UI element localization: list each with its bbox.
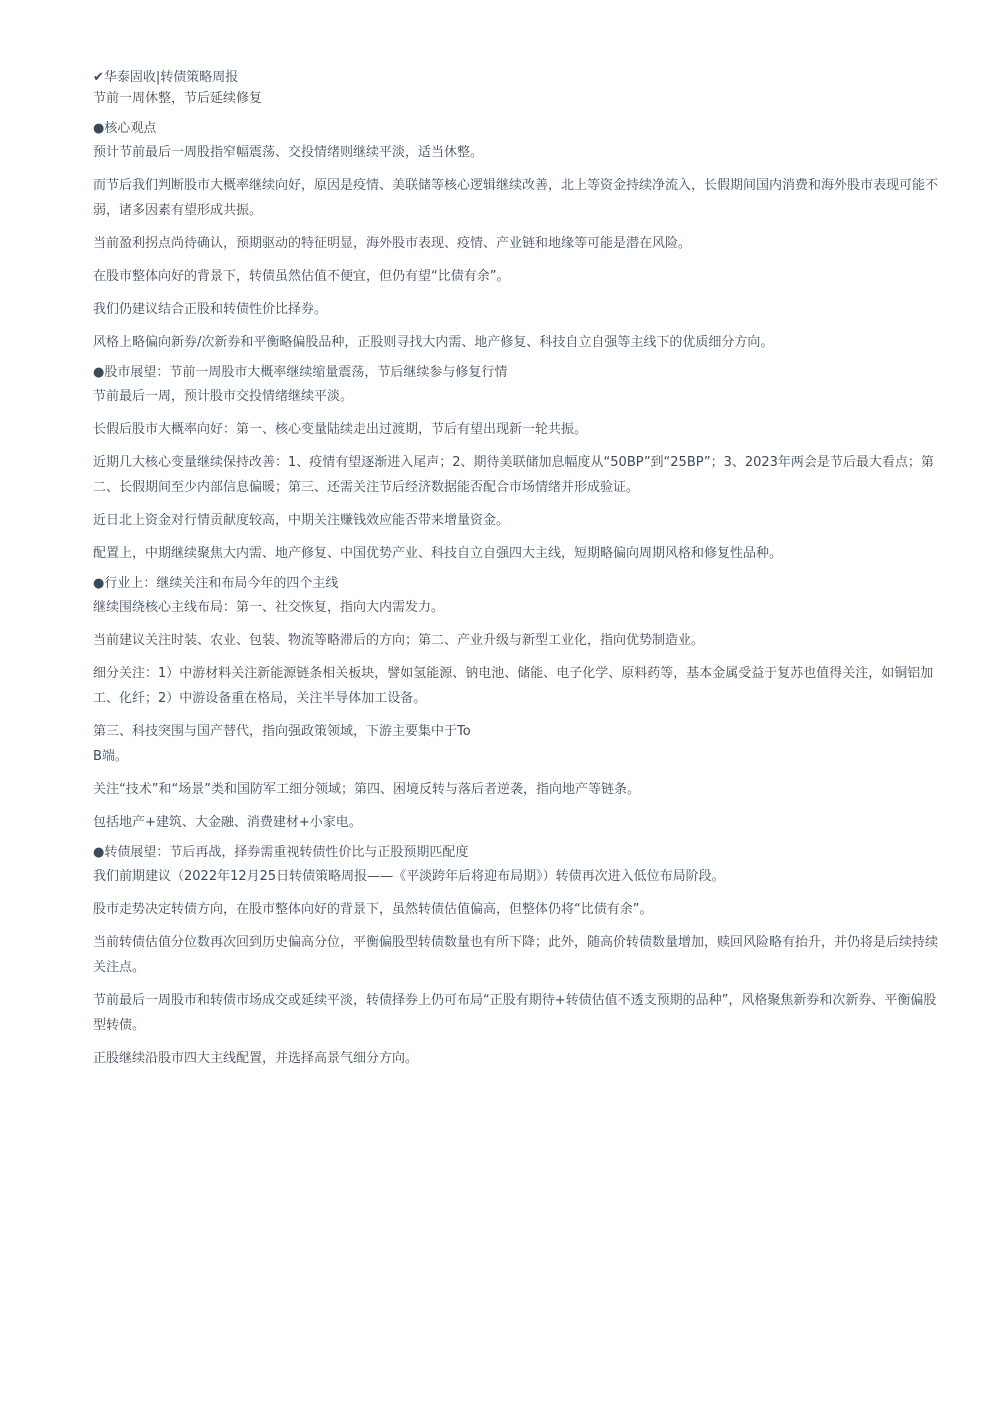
section-heading: ●股市展望：节前一周股市大概率继续缩量震荡，节后继续参与修复行情: [93, 365, 508, 380]
paragraph: 近期几大核心变量继续保持改善：1、疫情有望逐渐进入尾声；2、期待美联储加息幅度从“50BP”到“25BP”；3、2023年两会是节后最大看点；第二、长假期间至少内部信息偏暖；第三、还需关注节后经济数据能否配合市场情绪并形成验证。: [93, 455, 934, 495]
paragraph: 第三、科技突围与国产替代，指向强政策领域，下游主要集中于To B端。: [93, 724, 471, 764]
paragraph: 预计节前最后一周股指窄幅震荡、交投情绪则继续平淡，适当休整。: [93, 145, 484, 160]
section-heading: ●行业上：继续关注和布局今年的四个主线: [93, 576, 339, 591]
paragraph: 我们前期建议（2022年12月25日转债策略周报——《平淡跨年后将迎布局期》）转债再次进入低位布局阶段。: [93, 869, 725, 884]
paragraph: 风格上略偏向新券/次新券和平衡略偏股品种，正股则寻找大内需、地产修复、科技自立自强等主线下的优质细分方向。: [93, 335, 774, 350]
paragraph: 我们仍建议结合正股和转债性价比择券。: [93, 302, 328, 317]
article-body: [93, 119, 945, 1071]
paragraph: 当前转债估值分位数再次回到历史偏高分位，平衡偏股型转债数量也有所下降；此外，随高价转债数量增加，赎回风险略有抬升，并仍将是后续持续关注点。: [93, 935, 939, 975]
paragraph: 在股市整体向好的背景下，转债虽然估值不便宜，但仍有望“比债有余”。: [93, 269, 510, 284]
paragraph: 包括地产+建筑、大金融、消费建材+小家电。: [93, 815, 362, 830]
paragraph: 而节后我们判断股市大概率继续向好，原因是疫情、美联储等核心逻辑继续改善，北上等资金持续净流入，长假期间国内消费和海外股市表现可能不弱，诸多因素有望形成共振。: [93, 178, 939, 218]
section-heading: ●转债展望：节后再战，择券需重视转债性价比与正股预期匹配度: [93, 845, 469, 860]
paragraph: 继续围绕核心主线布局：第一、社交恢复，指向大内需发力。: [93, 600, 445, 615]
section-stock-outlook: [93, 363, 945, 566]
paragraph: 节前最后一周股市和转债市场成交或延续平淡，转债择券上仍可布局“正股有期待+转债估值不透支预期的品种”，风格聚焦新券和次新券、平衡偏股型转债。: [93, 993, 937, 1033]
paragraph: 股市走势决定转债方向，在股市整体向好的背景下，虽然转债估值偏高，但整体仍将“比债有余”。: [93, 902, 653, 917]
paragraph: 配置上，中期继续聚焦大内需、地产修复、中国优势产业、科技自立自强四大主线，短期略偏向周期风格和修复性品种。: [93, 546, 783, 561]
paragraph: 长假后股市大概率向好：第一、核心变量陆续走出过渡期，节后有望出现新一轮共振。: [93, 422, 588, 437]
section-heading: ●核心观点: [93, 121, 157, 136]
section-core-view: [93, 119, 945, 355]
paragraph: 节前最后一周，预计股市交投情绪继续平淡。: [93, 389, 354, 404]
paragraph: 当前盈利拐点尚待确认，预期驱动的特征明显，海外股市表现、疫情、产业链和地缘等可能是潜在风险。: [93, 236, 692, 251]
article: [93, 68, 945, 1079]
section-industry: [93, 574, 945, 835]
article-subtitle: 节前一周休整，节后延续修复: [93, 91, 263, 106]
paragraph: 正股继续沿股市四大主线配置，并选择高景气细分方向。: [93, 1051, 419, 1066]
section-convertible-outlook: [93, 843, 945, 1071]
paragraph: 细分关注：1）中游材料关注新能源链条相关板块，譬如氢能源、钠电池、储能、电子化学、原料药等，基本金属受益于复苏也值得关注，如铜铝加工、化纤；2）中游设备重在格局，关注半导体加工设备。: [93, 666, 934, 706]
article-title: ✔华泰固收|转债策略周报: [93, 70, 239, 85]
paragraph: 近日北上资金对行情贡献度较高，中期关注赚钱效应能否带来增量资金。: [93, 513, 510, 528]
paragraph: 当前建议关注时装、农业、包装、物流等略滞后的方向；第二、产业升级与新型工业化，指向优势制造业。: [93, 633, 705, 648]
paragraph: 关注“技术”和“场景”类和国防军工细分领域；第四、困境反转与落后者逆袭，指向地产等链条。: [93, 782, 640, 797]
